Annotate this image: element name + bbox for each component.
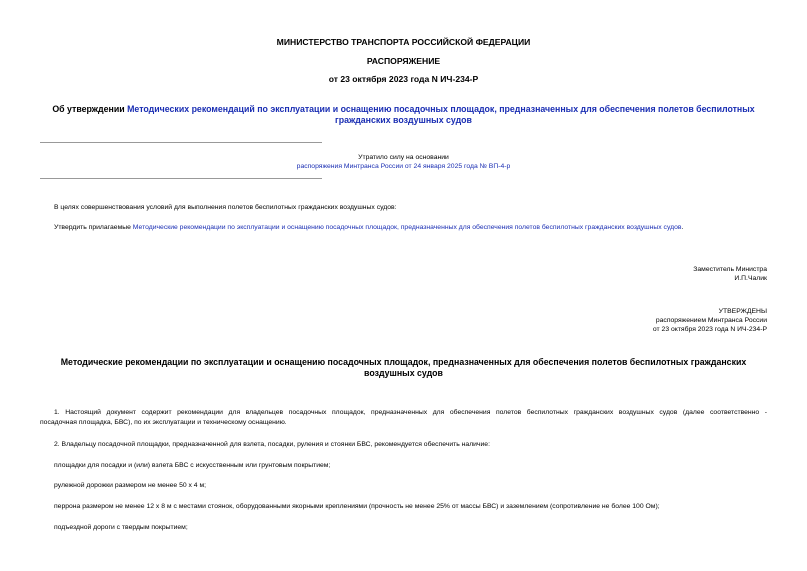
section-title	[0, 357, 807, 379]
document-title	[0, 104, 807, 126]
approved-by: распоряжением Минтранса России	[655, 317, 767, 324]
title-prefix: Об утверждении	[52, 104, 128, 114]
document-type: РАСПОРЯЖЕНИЕ	[366, 56, 441, 66]
preamble-intro: В целях совершенствования условий для выполнения полетов беспилотных гражданских воздушных судов:	[54, 204, 397, 211]
preamble-approve	[54, 223, 754, 232]
list-item: подъездной дороги с твердым покрытием;	[54, 524, 188, 531]
approved-title: УТВЕРЖДЕНЫ	[718, 308, 767, 315]
list-item: перрона размером не менее 12 х 8 м с местами стоянок, оборудованными якорными креплениями (прочность не менее 25% от массы БВС) и заземлением (сопротивление не более 100 Ом);	[54, 503, 660, 510]
paragraph-1	[40, 408, 767, 428]
status-note-text: Утратило силу на основании	[358, 154, 449, 161]
title-link-line2[interactable]: гражданских воздушных судов	[335, 115, 472, 125]
approve-suffix: .	[681, 224, 684, 231]
signature-position: Заместитель Министра	[693, 266, 767, 273]
divider-top	[40, 142, 322, 143]
signature-block	[693, 265, 767, 283]
ministry-heading: МИНИСТЕРСТВО ТРАНСПОРТА РОССИЙСКОЙ ФЕДЕРАЦИИ	[276, 37, 531, 47]
approved-block	[653, 307, 767, 334]
paragraph-2: 2. Владельцу посадочной площадки, предназначенной для взлета, посадки, руления и стоянки БВС, рекомендуется обеспечить наличие:	[54, 441, 490, 448]
section-title-line1: Методические рекомендации по эксплуатации и оснащению посадочных площадок, предназначенных для обеспечения полетов беспилотных гражданских	[60, 357, 747, 367]
list-item: площадки для посадки и (или) взлета БВС с искусственным или грунтовым покрытием;	[54, 462, 331, 469]
status-note	[0, 153, 807, 171]
approve-link[interactable]: Методические рекомендации по эксплуатации и оснащению посадочных площадок, предназначенных для обеспечения полетов беспилотных гражданских воздушных судов	[132, 224, 682, 231]
paragraph-1-line1: 1. Настоящий документ содержит рекомендации для владельцев посадочных площадок, предназначенных для обеспечения полетов беспилотных гражданских воздушных судов (далее соответственно -	[54, 409, 767, 416]
status-note-link[interactable]: распоряжения Минтранса России от 24 января 2025 года № ВП-4-р	[296, 163, 511, 170]
signature-name: И.П.Чалик	[734, 275, 767, 282]
list-item: рулежной дорожки размером не менее 50 х 4 м;	[54, 482, 207, 489]
approved-date: от 23 октября 2023 года N ИЧ-234-Р	[652, 326, 767, 333]
section-title-line2: воздушных судов	[364, 368, 443, 378]
title-link-line1[interactable]: Методических рекомендаций по эксплуатации и оснащению посадочных площадок, предназначенных для обеспечения полетов беспилотных	[127, 104, 755, 114]
paragraph-1-line2: посадочная площадка, БВС), по их эксплуатации и техническому оснащению.	[40, 419, 287, 426]
approve-prefix: Утвердить прилагаемые	[54, 224, 133, 231]
divider-bottom	[40, 178, 322, 179]
document-date-number: от 23 октября 2023 года N ИЧ-234-Р	[328, 74, 479, 84]
